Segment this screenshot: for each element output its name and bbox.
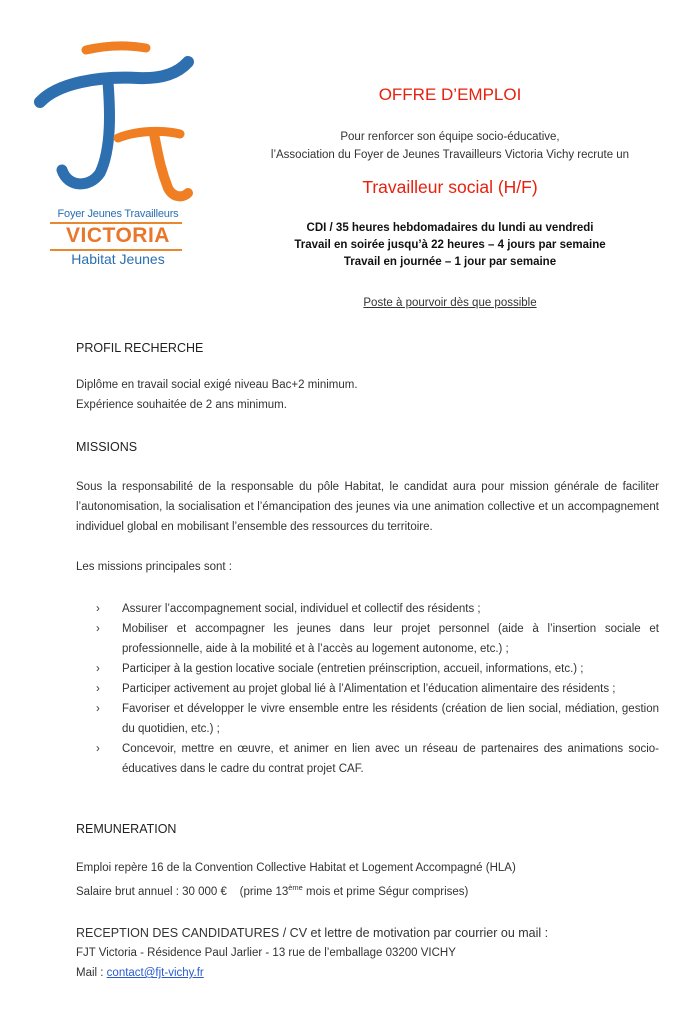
candidatures-heading: RECEPTION DES CANDIDATURES (76, 926, 280, 940)
mission-text: Assurer l’accompagnement social, individuel et collectif des résidents ; (122, 603, 481, 615)
convention-line: Emploi repère 16 de la Convention Collective Habitat et Logement Accompagné (HLA) (76, 862, 516, 874)
prime-close: mois et prime Ségur comprises) (302, 885, 469, 898)
missions-lead: Les missions principales sont : (76, 561, 232, 573)
salary-amount: Salaire brut annuel : 30 000 € (76, 885, 227, 898)
condition-line-1: CDI / 35 heures hebdomadaires du lundi au vendredi (306, 222, 594, 234)
remuneration-text (76, 858, 659, 902)
profil-text (76, 375, 659, 415)
page-title: OFFRE D’EMPLOI (378, 85, 522, 104)
mail-link[interactable]: contact@fjt-vichy.fr (106, 967, 204, 979)
list-item (96, 739, 659, 779)
missions-intro: Sous la responsabilité de la responsable du pôle Habitat, le candidat aura pour mission générale de faciliter l’autonomisation, la socialisation et l’émancipation des jeunes via une animation collective et un accompagnement individuel global en mobilisant l’ensemble des ressources du territoire. (76, 481, 659, 533)
salary-line (76, 878, 659, 902)
bullet-icon: › (96, 663, 100, 675)
candidatures-heading-rest: / CV et lettre de motivation par courrier ou mail : (279, 926, 549, 940)
prime-superscript: ème (288, 883, 303, 892)
remuneration-heading: REMUNERATION (76, 822, 177, 836)
intro-line-1: Pour renforcer son équipe socio-éducative, (340, 131, 560, 143)
mission-text: Participer à la gestion locative sociale (entretien préinscription, accueil, informations, etc.) ; (122, 663, 584, 675)
logo-line-victoria: VICTORIA (66, 224, 170, 247)
profil-heading: PROFIL RECHERCHE (76, 341, 204, 355)
mission-text: Favoriser et développer le vivre ensemble entre les résidents (création de lien social, médiation, gestion du quotidien, etc.) ; (122, 703, 659, 735)
mail-line (76, 963, 659, 983)
list-item (96, 599, 659, 619)
candidatures-text (76, 943, 659, 983)
condition-line-2: Travail en soirée jusqu’à 22 heures – 4 jours par semaine (294, 239, 606, 251)
mission-text: Participer activement au projet global lié à l’Alimentation et l’éducation alimentaire des résidents ; (122, 683, 616, 695)
list-item (96, 619, 659, 659)
mission-text: Concevoir, mettre en œuvre, et animer en lien avec un réseau de partenaires des animations socio-éducatives dans le cadre du contrat projet CAF. (122, 743, 659, 775)
mail-label: Mail : (76, 967, 107, 979)
bullet-icon: › (96, 703, 100, 715)
address-line: FJT Victoria - Résidence Paul Jarlier - 13 rue de l’emballage 03200 VICHY (76, 947, 456, 959)
job-title: Travailleur social (H/F) (362, 177, 538, 197)
job-conditions (200, 220, 696, 271)
intro-line-2: l’Association du Foyer de Jeunes Travailleurs Victoria Vichy recrute un (270, 149, 630, 161)
mission-text: Mobiliser et accompagner les jeunes dans leur projet personnel (aide à l’insertion sociale et professionnelle, aide à la mobilité et à l’accès au logement autonome, etc.) ; (122, 623, 659, 655)
prime-open: (prime 13 (239, 885, 289, 898)
bullet-icon: › (96, 743, 100, 755)
candidatures-heading-line (76, 923, 659, 943)
bullet-icon: › (96, 603, 100, 615)
logo-line-foyer: Foyer Jeunes Travailleurs (57, 208, 179, 220)
availability-note: Poste à pourvoir dès que possible (363, 297, 537, 309)
bullet-icon: › (96, 683, 100, 695)
condition-line-3: Travail en journée – 1 jour par semaine (343, 256, 557, 268)
intro-text (200, 128, 696, 164)
profil-line-1: Diplôme en travail social exigé niveau Bac+2 minimum. (76, 379, 358, 391)
logo-line-habitat: Habitat Jeunes (71, 251, 165, 267)
list-item (96, 699, 659, 739)
profil-line-2: Expérience souhaitée de 2 ans minimum. (76, 399, 287, 411)
list-item (96, 679, 659, 699)
missions-list (96, 599, 659, 779)
missions-heading: MISSIONS (76, 440, 138, 454)
bullet-icon: › (96, 623, 100, 635)
list-item (96, 659, 659, 679)
